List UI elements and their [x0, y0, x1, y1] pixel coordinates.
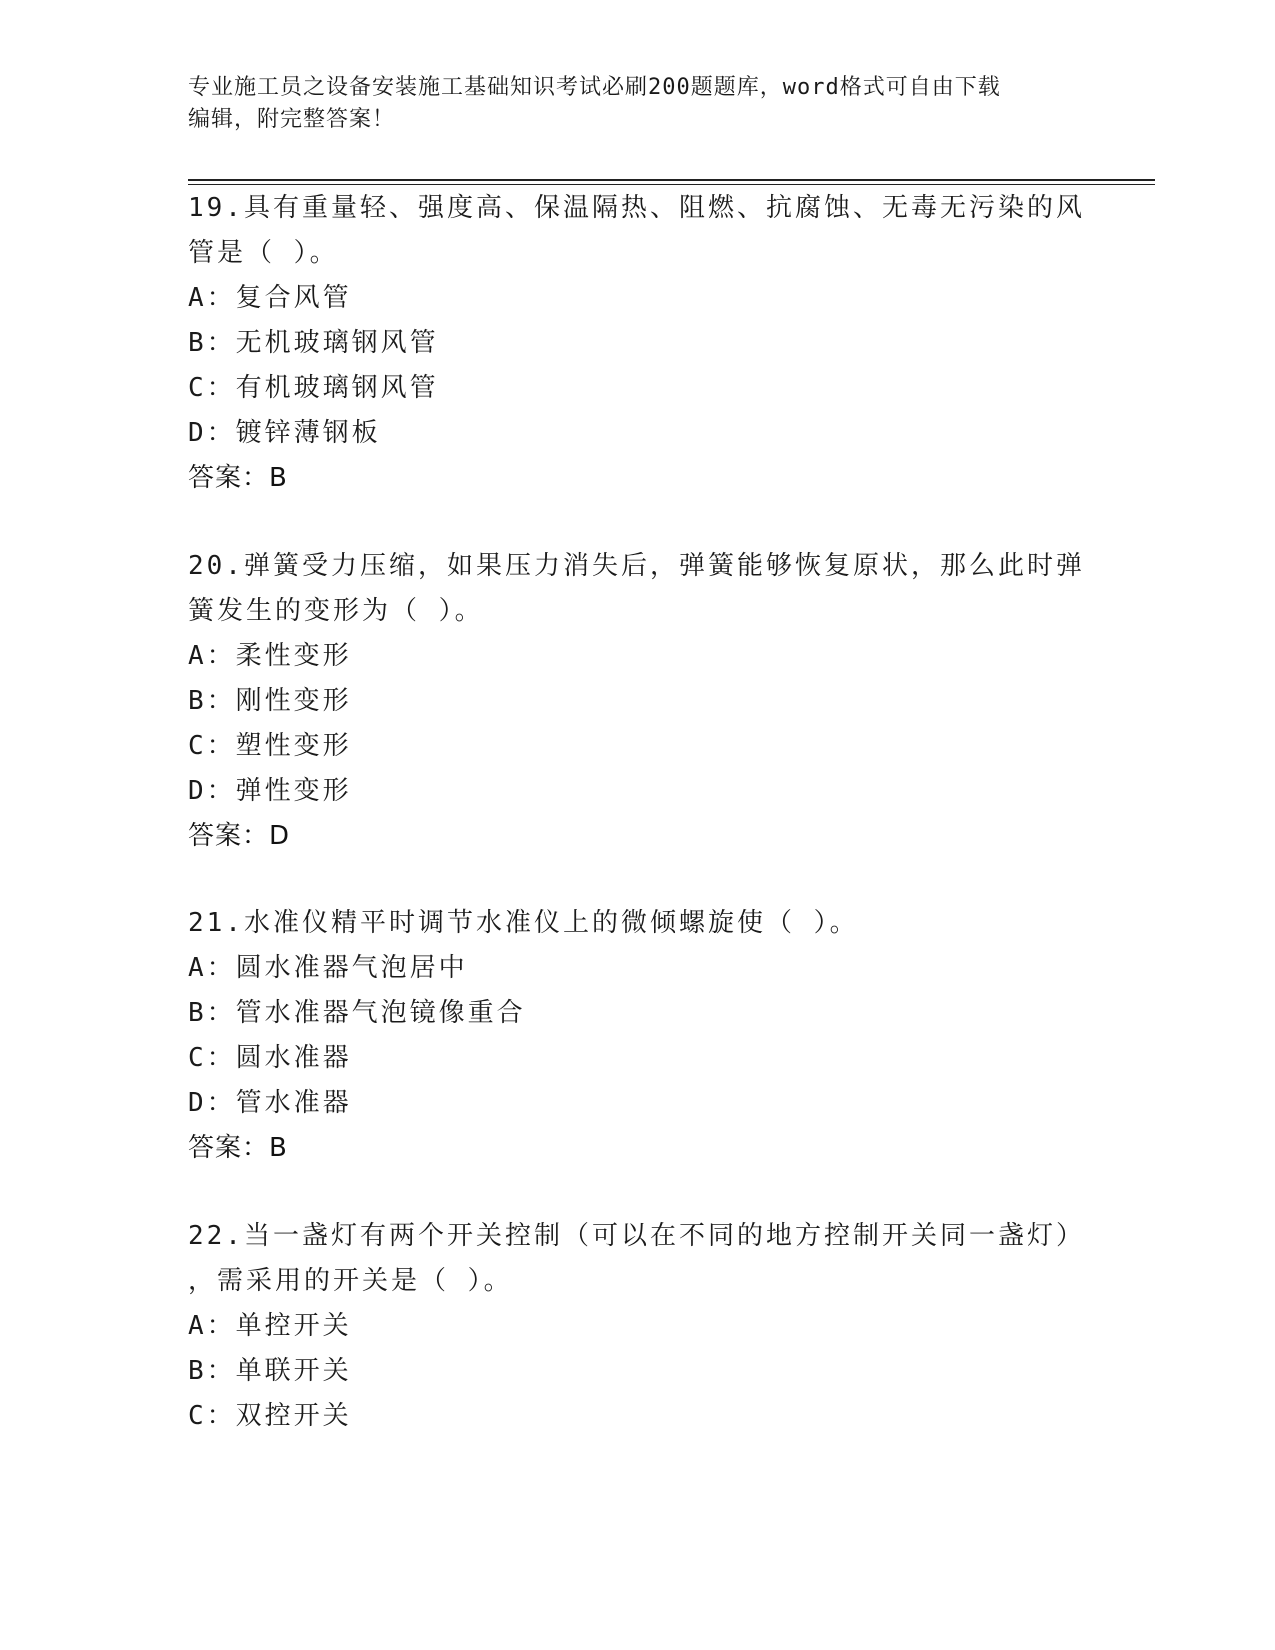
- option-a: A：复合风管: [188, 283, 352, 313]
- header-line-1: 专业施工员之设备安装施工基础知识考试必刷200题题库，word格式可自由下载: [188, 75, 1001, 100]
- option-b: B：管水准器气泡镜像重合: [188, 998, 526, 1028]
- question-stem-line: 20.弹簧受力压缩，如果压力消失后，弹簧能够恢复原状，那么此时弹: [188, 551, 1085, 581]
- question-stem-line: 19.具有重量轻、强度高、保温隔热、阻燃、抗腐蚀、无毒无污染的风: [188, 193, 1085, 223]
- option-d: D：弹性变形: [188, 776, 352, 806]
- question-stem-line: 22.当一盏灯有两个开关控制（可以在不同的地方控制开关同一盏灯）: [188, 1221, 1085, 1251]
- answer-label: 答案：B: [188, 1133, 288, 1163]
- option-a: A：单控开关: [188, 1311, 352, 1341]
- option-b: B：单联开关: [188, 1356, 352, 1386]
- option-a: A：圆水准器气泡居中: [188, 953, 468, 983]
- question-stem-line: ，需采用的开关是（ ）。: [188, 1266, 513, 1296]
- document-header: [188, 72, 1088, 136]
- answer-label: 答案：B: [188, 463, 288, 493]
- option-c: C：圆水准器: [188, 1043, 352, 1073]
- question-stem-line: 管是（ ）。: [188, 238, 339, 268]
- option-c: C：双控开关: [188, 1401, 352, 1431]
- question-stem-line: 21.水准仪精平时调节水准仪上的微倾螺旋使（ ）。: [188, 908, 859, 938]
- question-stem-line: 簧发生的变形为（ ）。: [188, 596, 484, 626]
- header-divider-thin: [188, 184, 1155, 185]
- option-c: C：有机玻璃钢风管: [188, 373, 439, 403]
- option-a: A：柔性变形: [188, 641, 352, 671]
- header-divider-thick: [188, 179, 1155, 181]
- option-d: D：镀锌薄钢板: [188, 418, 381, 448]
- option-b: B：刚性变形: [188, 686, 352, 716]
- question-19: [188, 186, 1088, 501]
- question-20: [188, 544, 1088, 859]
- header-line-2: 编辑，附完整答案！: [188, 107, 396, 132]
- question-21: [188, 901, 1088, 1171]
- option-c: C：塑性变形: [188, 731, 352, 761]
- option-d: D：管水准器: [188, 1088, 352, 1118]
- answer-label: 答案：D: [188, 821, 291, 851]
- question-22: [188, 1214, 1088, 1439]
- option-b: B：无机玻璃钢风管: [188, 328, 439, 358]
